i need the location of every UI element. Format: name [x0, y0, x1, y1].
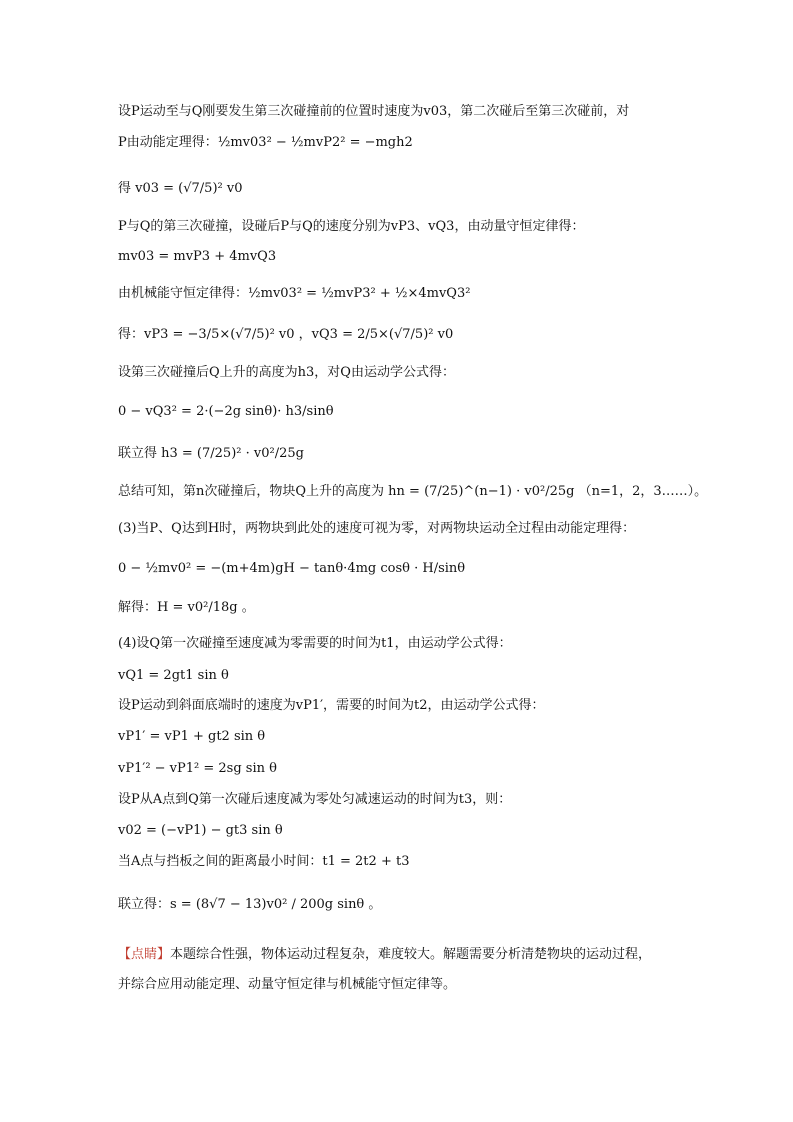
text-line-17: 设P运动到斜面底端时的速度为vP1′，需要的时间为t2，由运动学公式得：	[118, 698, 545, 713]
equation-s-result: 联立得：s = (8√7 − 13)v0² / 200g sinθ 。	[118, 897, 382, 912]
text-line-2	[118, 135, 413, 151]
equation-h3-kinematics: 0 − vQ3² = 2·(−2g sinθ)· h3/sinθ	[118, 404, 334, 419]
equation-v03: 得 v03 = (√7/5)² v0	[118, 181, 243, 196]
comment-line-2: 并综合应用动能定理、动量守恒定律与机械能守恒定律等。	[118, 977, 457, 992]
text-line-1: 设P运动至与Q刚要发生第三次碰撞前的位置时速度为v03，第二次碰后至第三次碰前，对	[118, 104, 630, 119]
text-line-8: 设第三次碰撞后Q上升的高度为h3，对Q由运动学公式得：	[118, 365, 455, 380]
equation-vp1-squared: vP1′² − vP1² = 2sg sin θ	[118, 761, 277, 776]
equation-momentum: mv03 = mvP3 + 4mvQ3	[118, 249, 277, 264]
equation-vp1-prime: vP1′ = vP1 + gt2 sin θ	[118, 729, 266, 744]
equation-vp3-vq3: 得：vP3 = −3/5×(√7/5)² v0 ，vQ3 = 2/5×(√7/5)² v0	[118, 327, 454, 342]
text-line-2-prefix: P由动能定理得：	[118, 135, 218, 150]
text-line-15: (4)设Q第一次碰撞至速度减为零需要的时间为t1，由运动学公式得：	[118, 636, 512, 651]
equation-total-work: 0 − ½mv0² = −(m+4m)gH − tanθ·4mg cosθ · H/sinθ	[118, 561, 466, 576]
text-line-20: 设P从A点到Q第一次碰后速度减为零处匀减速运动的时间为t3，则：	[118, 792, 512, 807]
text-line-12: (3)当P、Q达到H时，两物块到此处的速度可视为零，对两物块运动全过程由动能定理得：	[118, 521, 636, 536]
equation-kinetic-energy-2: ½mv03² − ½mvP2² = −mgh2	[217, 135, 413, 150]
text-line-6	[118, 286, 470, 302]
comment-text-1: 本题综合性强，物体运动过程复杂，难度较大。解题需要分析清楚物块的运动过程，	[170, 947, 652, 962]
equation-vq1: vQ1 = 2gt1 sin θ	[118, 668, 229, 683]
equation-v02: v02 = (−vP1) − gt3 sin θ	[118, 823, 283, 838]
equation-H-result: 解得：H = v0²/18g 。	[118, 600, 255, 615]
comment-tag: 【点睛】	[118, 947, 171, 962]
text-line-22: 当A点与挡板之间的距离最小时间：t1 = 2t2 + t3	[118, 854, 410, 869]
equation-h3-result: 联立得 h3 = (7/25)² · v0²/25g	[118, 446, 304, 461]
equation-energy-conservation: ½mv03² = ½mvP3² + ½×4mvQ3²	[248, 286, 471, 301]
text-line-6-prefix: 由机械能守恒定律得：	[118, 286, 249, 301]
text-line-4: P与Q的第三次碰撞，设碰后P与Q的速度分别为vP3、vQ3，由动量守恒定律得：	[118, 219, 585, 234]
text-line-11: 总结可知，第n次碰撞后，物块Q上升的高度为 hn = (7/25)^(n−1) · v0²/25g （n=1，2，3……）。	[118, 484, 708, 499]
comment-line-1	[118, 947, 651, 963]
